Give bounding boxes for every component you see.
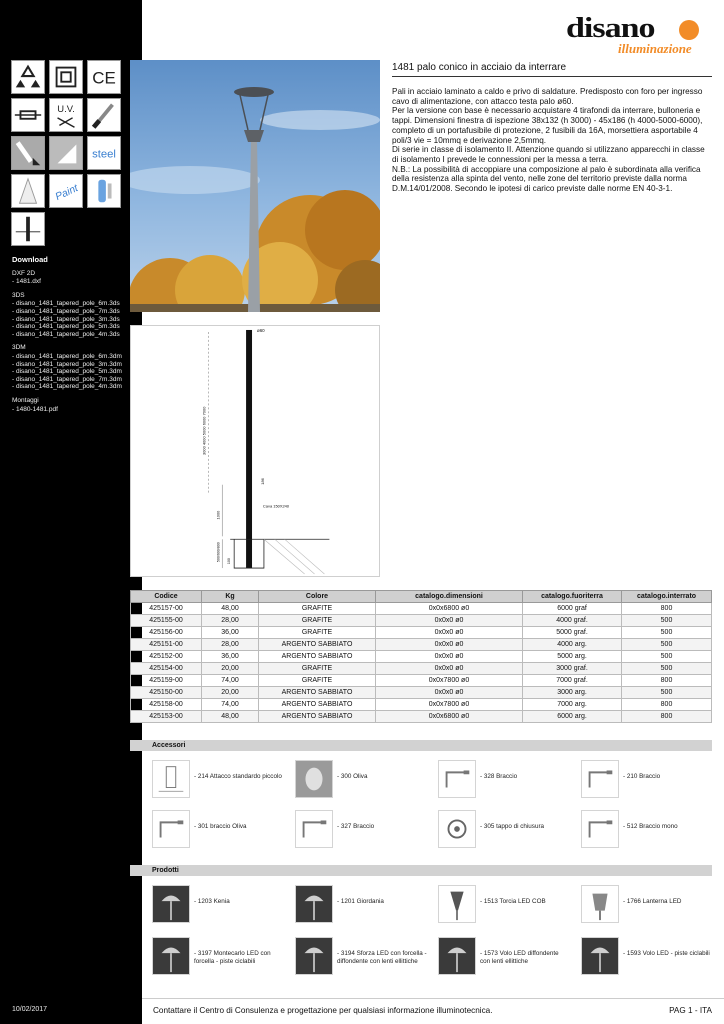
accessory-item[interactable] [559,760,699,800]
table-cell: 425150-00 [131,687,202,699]
torch-lamp-icon [438,885,476,923]
product-codes-table [130,590,712,723]
download-group-3ds: 3DS - disano_1481_tapered_pole_6m.3ds - disano_1481_tapered_pole_7m.3ds - disano_1481_tapered_pole_3m.3ds - disano_1481_tapered_pole_5m.3ds - disano_1481_tapered_pole_4m.3ds [12,292,122,339]
drawing-bottom-label: 500/600/800 [216,542,221,563]
arm-icon [438,760,476,798]
item-label: - 301 braccio Oliva [194,823,247,830]
table-cell: 5000 graf. [523,627,622,639]
svg-text:steel: steel [92,148,116,161]
table-cell: 425152-00 [131,651,202,663]
uv-resistant-icon [49,98,83,132]
download-group-montaggi: Montaggi - 1480-1481.pdf [12,397,122,413]
table-row [131,627,712,639]
accessories-section-title: Accessori [130,740,712,751]
table-cell: ARGENTO SABBIATO [259,687,376,699]
table-row [131,639,712,651]
table-row [131,663,712,675]
table-cell: 500 [622,639,712,651]
ce-mark-icon [87,60,121,94]
table-header-row [131,591,712,603]
page-title: 1481 palo conico in acciaio da interrare [392,62,712,77]
pole-dimension-drawing [131,326,379,576]
table-cell: 425154-00 [131,663,202,675]
table-cell: 74,00 [202,675,259,687]
download-link[interactable]: - disano_1481_tapered_pole_6m.3dm [12,352,122,360]
tube-icon [87,174,121,208]
table-cell: 7000 graf. [523,675,622,687]
download-link[interactable]: - 1480-1481.pdf [12,405,58,413]
brand-name: disano [566,12,655,44]
footer-divider [142,998,724,999]
downloads-panel [12,256,122,413]
description-paragraph: Di serie in classe di isolamento II. Attenzione quando si utilizzano apparecchi in classe di isolamento I prevede le connessioni per la messa a terra. [392,145,705,164]
drawing-base-label: Cava 150X240 [262,503,290,509]
download-link[interactable]: - disano_1481_tapered_pole_4m.3dm [12,383,122,391]
table-cell: 3000 arg. [523,687,622,699]
brand-subtitle: illuminazione [618,41,692,56]
accessory-item[interactable] [416,810,556,850]
download-link[interactable]: - disano_1481_tapered_pole_4m.3ds [12,330,120,338]
table-cell: 36,00 [202,627,259,639]
table-cell: 0x0x0 ø0 [376,639,523,651]
item-label: - 210 Braccio [623,773,661,780]
accessory-item[interactable] [416,760,556,800]
table-cell: 500 [622,663,712,675]
footer-contact: Contattare il Centro di Consulenza e progettazione per qualsiasi informazione illuminotecnica. [153,1006,493,1015]
product-photo [130,60,380,312]
table-cell: 0x0x6800 ø0 [376,711,523,723]
table-row [131,603,712,615]
table-cell: GRAFITE [259,603,376,615]
svg-text:Paint: Paint [53,183,80,203]
download-link[interactable]: - disano_1481_tapered_pole_5m.3ds [12,323,120,331]
table-cell: 800 [622,699,712,711]
product-item[interactable] [416,937,559,977]
table-body [131,603,712,723]
column-header: Kg [202,591,259,603]
download-group-3dm: 3DM - disano_1481_tapered_pole_6m.3dm - disano_1481_tapered_pole_3m.3dm - disano_1481_tapered_pole_5m.3dm - disano_1481_tapered_pole_7m.3dm - disano_1481_tapered_pole_4m.3dm [12,344,122,391]
arm-icon [295,810,333,848]
accessory-item[interactable] [273,760,413,800]
download-link[interactable]: - disano_1481_tapered_pole_6m.3ds [12,300,120,308]
table-cell: 425153-00 [131,711,202,723]
column-header: Colore [259,591,376,603]
item-label: - 1593 Volo LED - piste ciclabili [623,950,710,957]
description-paragraph: Per la versione con base è necessario acquistare 4 tirafondi da interrare, bulloneria e tappi. Dimensioni finestra di ispezione 38x132 (h 3000) - 45x186 (h 4000-5000-6000), completo di un portafusibile di protezione, 2 fusibili da 16A, morsettiera asportabile 4 poli/3 vie = 10mmq e derivazione 2,5mmq. [392,106,703,145]
cap-icon [438,810,476,848]
lamp-icon [438,937,476,975]
download-link[interactable]: - disano_1481_tapered_pole_5m.3dm [12,368,122,376]
lamp-icon [581,937,619,975]
product-item[interactable] [273,885,413,925]
table-cell: 3000 graf. [523,663,622,675]
sidebar [0,0,142,1024]
column-header: catalogo.fuoriterra [523,591,622,603]
table-cell: 36,00 [202,651,259,663]
accessory-item[interactable] [130,760,282,800]
table-cell: ARGENTO SABBIATO [259,639,376,651]
table-cell: 500 [622,687,712,699]
column-header: catalogo.dimensioni [376,591,523,603]
svg-text:CE: CE [92,68,116,88]
description-paragraph: N.B.: La possibilità di accoppiare una composizione al palo è subordinata alla verifica della resistenza alla spinta del vento, nelle zone del territorio previste dalla norma D.M.14/01/2008. Secondo le ipotesi di carico previste dalle norme EN 40-3-1. [392,164,701,194]
table-cell: 48,00 [202,603,259,615]
table-cell: 425158-00 [131,699,202,711]
page-number: PAG 1 - ITA [669,1006,712,1015]
table-cell: 500 [622,615,712,627]
brand-dot-icon [679,20,699,40]
table-row [131,687,712,699]
item-label: - 300 Oliva [337,773,368,780]
table-cell: 20,00 [202,687,259,699]
item-label: - 214 Attacco standardo piccolo [194,773,282,780]
table-cell: GRAFITE [259,675,376,687]
table-cell: 425151-00 [131,639,202,651]
arm-icon [581,810,619,848]
table-cell: 425159-00 [131,675,202,687]
lamp-icon [152,885,190,923]
table-cell: 0x0x0 ø0 [376,687,523,699]
product-item[interactable] [559,885,699,925]
table-cell: 48,00 [202,711,259,723]
table-cell: 0x0x0 ø0 [376,663,523,675]
arm-icon [581,760,619,798]
accessory-item[interactable] [130,810,270,850]
products-section-title: Prodotti [130,865,712,876]
document-date: 10/02/2017 [12,1006,48,1013]
item-label: - 327 Braccio [337,823,375,830]
column-header: catalogo.interrato [622,591,712,603]
lamp-icon [152,937,190,975]
table-cell: 4000 graf. [523,615,622,627]
paint-label-icon [49,174,83,208]
table-row [131,651,712,663]
table-cell: GRAFITE [259,615,376,627]
table-cell: ARGENTO SABBIATO [259,711,376,723]
lantern-icon [581,885,619,923]
product-item[interactable] [559,937,710,977]
recycle-icon [11,60,45,94]
table-cell: ARGENTO SABBIATO [259,699,376,711]
drawing-window-label: 186 [259,478,265,485]
item-label: - 1766 Lanterna LED [623,898,682,905]
tilt-icon [49,136,83,170]
download-link[interactable]: - disano_1481_tapered_pole_3m.3dm [12,360,122,368]
description-paragraph: Pali in acciaio laminato a caldo e privo di saldature. Predisposto con foro per ingresso cavo di alimentazione, con attacco testa palo ø60. [392,87,703,106]
svg-text:U.V.: U.V. [57,103,75,115]
table-cell: 0x0x7800 ø0 [376,675,523,687]
table-cell: 0x0x7800 ø0 [376,699,523,711]
accessory-item[interactable] [559,810,699,850]
table-cell: 28,00 [202,615,259,627]
brush-icon [87,98,121,132]
table-row [131,711,712,723]
drawing-top-label: ø60 [256,327,265,333]
table-cell: 74,00 [202,699,259,711]
table-cell: 6000 arg. [523,711,622,723]
table-cell: 7000 arg. [523,699,622,711]
product-item[interactable] [130,885,270,925]
technical-drawing [130,325,380,577]
table-row [131,699,712,711]
download-link[interactable]: - disano_1481_tapered_pole_7m.3ds [12,307,120,315]
table-cell: 0x0x0 ø0 [376,651,523,663]
item-label: - 1201 Giordania [337,898,384,905]
accessory-item[interactable] [273,810,413,850]
product-description [392,87,712,194]
brand-logo [566,14,706,54]
cone-icon [11,174,45,208]
steel-label-icon [87,136,121,170]
table-cell: ARGENTO SABBIATO [259,651,376,663]
drawing-heights-label: 3000 4000 5000 6000 7000 [201,406,207,455]
table-cell: 20,00 [202,663,259,675]
item-label: - 328 Braccio [480,773,518,780]
wind-load-icon [11,136,45,170]
download-link[interactable]: - disano_1481_tapered_pole_3m.3ds [12,315,120,323]
table-cell: 0x0x0 ø0 [376,615,523,627]
item-label: - 305 tappo di chiusura [480,823,545,830]
table-cell: 425155-00 [131,615,202,627]
download-link[interactable]: - 1481.dxf [12,278,41,286]
table-cell: 4000 arg. [523,639,622,651]
table-cell: GRAFITE [259,663,376,675]
table-cell: 0x0x6800 ø0 [376,603,523,615]
table-cell: 800 [622,711,712,723]
drawing-depth-label: 1000 [215,510,221,520]
item-label: - 512 Braccio mono [623,823,678,830]
download-link[interactable]: - disano_1481_tapered_pole_7m.3dm [12,375,122,383]
bracket-icon [152,760,190,798]
item-label: - 1573 Volo LED diffondente con lenti ellittiche [480,950,559,965]
fuse-icon [11,98,45,132]
drawing-foot-label: 100 [227,558,232,565]
table-cell: 500 [622,627,712,639]
table-row [131,675,712,687]
double-insulation-icon [49,60,83,94]
download-group-dxf: DXF 2D - 1481.dxf [12,270,122,286]
column-header: Codice [131,591,202,603]
table-cell: 500 [622,651,712,663]
lamp-icon [295,885,333,923]
arm-icon [152,810,190,848]
product-item[interactable] [130,937,270,977]
oliva-icon [295,760,333,798]
table-row [131,615,712,627]
table-cell: 5000 arg. [523,651,622,663]
table-cell: GRAFITE [259,627,376,639]
pole-photo-illustration [130,60,380,312]
buried-pole-icon [11,212,45,246]
table-cell: 6000 graf [523,603,622,615]
table-cell: 425156-00 [131,627,202,639]
table-cell: 800 [622,675,712,687]
lamp-icon [295,937,333,975]
product-item[interactable] [416,885,556,925]
downloads-title: Download [12,255,48,264]
item-label: - 1203 Kenia [194,898,230,905]
table-cell: 28,00 [202,639,259,651]
table-cell: 0x0x0 ø0 [376,627,523,639]
product-item[interactable] [273,937,427,977]
item-label: - 1513 Torcia LED COB [480,898,546,905]
item-label: - 3197 Montecarlo LED con forcella - piste ciclabili [194,950,271,965]
table-cell: 800 [622,603,712,615]
item-label: - 3194 Sforza LED con forcella - diffondente con lenti ellittiche [337,950,427,965]
table-cell: 425157-00 [131,603,202,615]
